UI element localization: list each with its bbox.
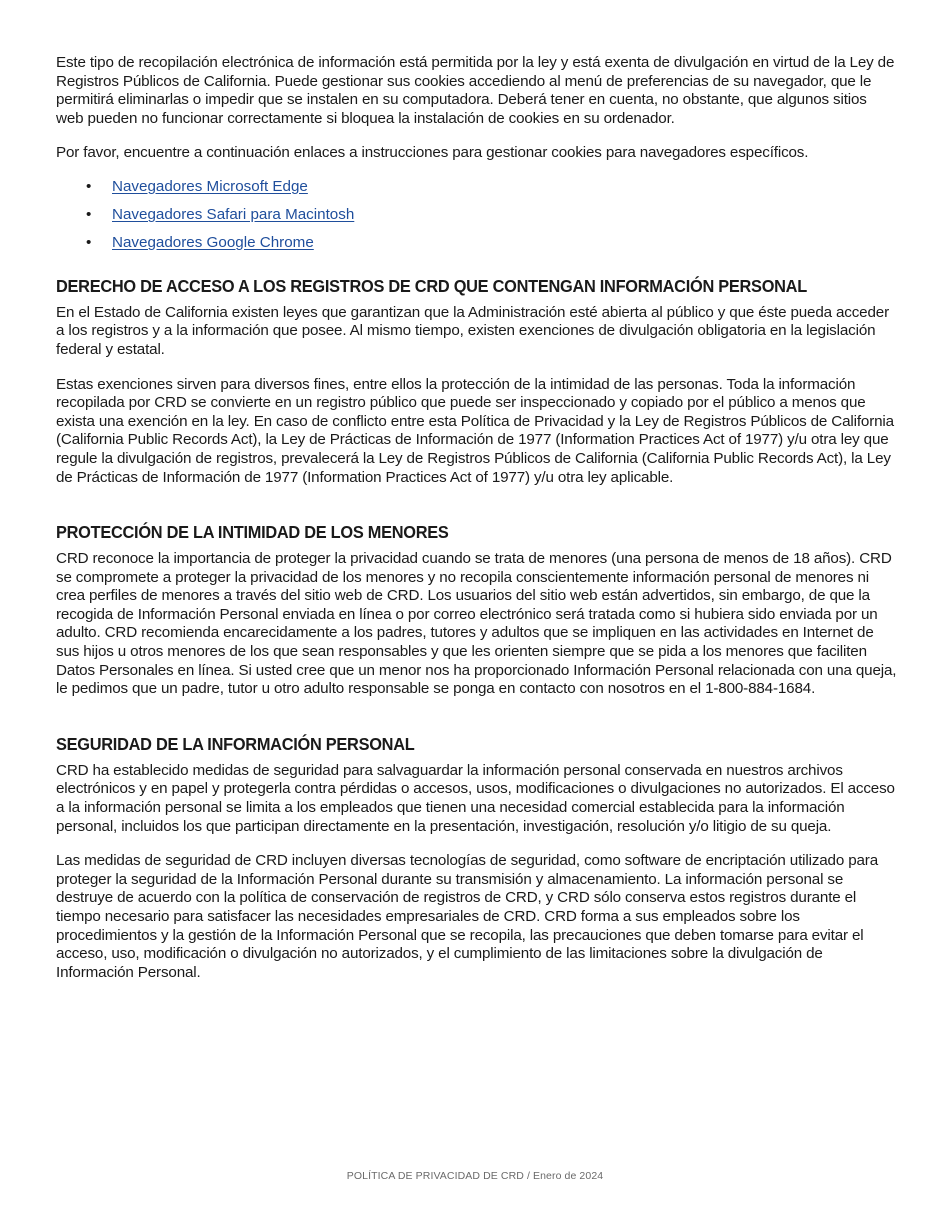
list-item	[56, 234, 898, 253]
intro-paragraph-cookies: Este tipo de recopilación electrónica de información está permitida por la ley y está exenta de divulgación en virtud de la Ley de Registros Públicos de California. Puede gestionar sus cookies accediendo al menú de preferencias de su navegador, que le permitirá eliminarlas o impedir que se instalen en su computadora. Deberá tener en cuenta, no obstante, que algunos sitios web pueden no funcionar correctamente si bloquea la instalación de cookies en su ordenador.	[56, 54, 895, 127]
page-footer: POLÍTICA DE PRIVACIDAD DE CRD / Enero de 2024	[346, 1170, 604, 1182]
section-heading-access: DERECHO DE ACCESO A LOS REGISTROS DE CRD QUE CONTENGAN INFORMACIÓN PERSONAL	[56, 275, 807, 296]
document-page	[56, 54, 898, 982]
bullet-icon: •	[86, 206, 92, 224]
access-paragraph-2: Estas exenciones sirven para diversos fines, entre ellos la protección de la intimidad de las personas. Toda la información recopilada por CRD se convierte en un registro público que puede ser inspeccionado y copiado por el público a menos que exista una exención en la ley. En caso de conflicto entre esta Política de Privacidad y la Ley de Registros Públicos de California (California Public Records Act), la Ley de Prácticas de Información de 1977 (Information Practices Act of 1977) y/u otra ley que regule la divulgación de registros, prevalecerá la Ley de Registros Públicos de California (California Public Records Act), la Ley de Prácticas de Información de 1977 (Information Practices Act of 1977) y/u otra ley aplicable.	[56, 375, 894, 486]
access-paragraph-1: En el Estado de California existen leyes que garantizan que la Administración esté abierta al público y que éste pueda acceder a los registros y a la información que posee. Al mismo tiempo, existen exenciones de divulgación obligatoria en la legislación federal y estatal.	[56, 303, 889, 358]
security-paragraph-2: Las medidas de seguridad de CRD incluyen diversas tecnologías de seguridad, como software de encriptación utilizado para proteger la seguridad de la Información Personal durante su transmisión y almacenamiento. La información personal se destruye de acuerdo con la política de conservación de registros de CRD, y CRD sólo conserva estos registros durante el tiempo necesario para satisfacer las necesidades empresariales de CRD. CRD forma a sus empleados sobre los procedimientos y la gestión de la Información Personal que se recopila, las precauciones que deben tomarse para evitar el acceso, uso, modificación o divulgación no autorizados, y el cumplimiento de las limitaciones sobre la divulgación de Información Personal.	[56, 852, 879, 981]
list-item	[56, 206, 898, 225]
bullet-icon: •	[86, 234, 92, 252]
browser-links-list	[56, 178, 898, 253]
link-safari-macintosh[interactable]: Navegadores Safari para Macintosh	[112, 206, 355, 224]
intro-paragraph-links: Por favor, encuentre a continuación enlaces a instrucciones para gestionar cookies para navegadores específicos.	[56, 144, 809, 162]
section-heading-minors: PROTECCIÓN DE LA INTIMIDAD DE LOS MENORES	[56, 522, 449, 543]
link-microsoft-edge[interactable]: Navegadores Microsoft Edge	[112, 177, 308, 195]
list-item	[56, 178, 898, 197]
section-heading-security: SEGURIDAD DE LA INFORMACIÓN PERSONAL	[56, 733, 415, 754]
security-paragraph-1: CRD ha establecido medidas de seguridad para salvaguardar la información personal conservada en nuestros archivos electrónicos y en papel y protegerla contra pérdidas o accesos, usos, modificaciones o divulgaciones no autorizados. El acceso a la información personal se limita a los empleados que tienen una necesidad comercial establecida para la información personal, incluidos los que participan directamente en la presentación, investigación, resolución y/o litigio de su queja.	[56, 761, 895, 835]
minors-paragraph: CRD reconoce la importancia de proteger la privacidad cuando se trata de menores (una persona de menos de 18 años). CRD se compromete a proteger la privacidad de los menores y no recopila conscientemente información personal de menores ni crea perfiles de menores a través del sitio web de CRD. Los usuarios del sitio web están advertidos, sin embargo, de que la recogida de Información Personal enviada en línea o por correo electrónico será tratada como si hubiera sido enviada por un adulto. CRD recomienda encarecidamente a los padres, tutores y adultos que se impliquen en las actividades en Internet de sus hijos u otros menores de los que sean responsables y que les orienten siempre que se pida a los menores que faciliten Datos Personales en línea. Si usted cree que un menor nos ha proporcionado Información Personal relacionada con una queja, le pedimos que un padre, tutor u otro adulto responsable se ponga en contacto con nosotros en el 1-800-884-1684.	[56, 550, 897, 698]
link-google-chrome[interactable]: Navegadores Google Chrome	[112, 234, 314, 252]
bullet-icon: •	[86, 177, 92, 195]
